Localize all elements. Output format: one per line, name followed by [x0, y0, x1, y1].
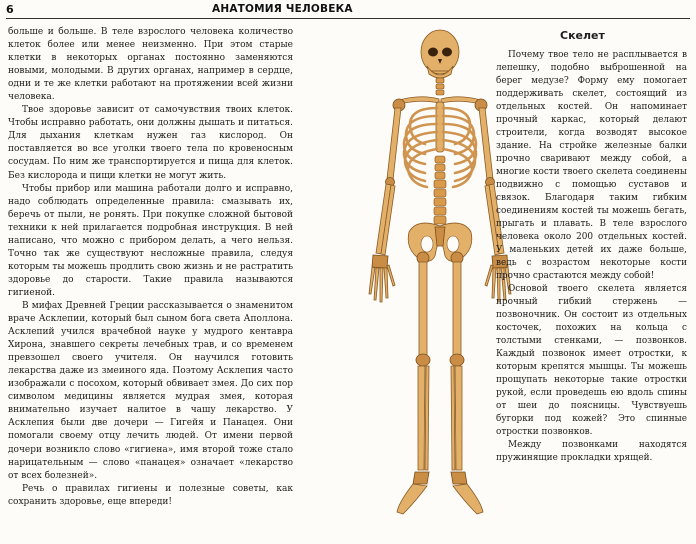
spine: [434, 156, 446, 224]
page-number: 6: [6, 3, 14, 16]
left-paragraph-2: Твое здоровье зависит от самочувствия твоих клеток. Чтобы исправно работать, они должны дышать и питаться. Для дыхания клеткам нужен газ кислород. Он поставляется во все уголки твоего тела по кровеносным сосудам. По ним же транспортируется и пища для клеток. Без кислорода и пищи клетки не могут жить.: [8, 105, 293, 181]
right-leg: [450, 252, 483, 514]
running-title: АНАТОМИЯ ЧЕЛОВЕКА: [212, 3, 353, 15]
right-paragraph-3: Между позвонками находятся пружинящие прокладки хрящей.: [496, 440, 687, 463]
left-paragraph-5: Речь о правилах гигиены и полезные советы, как сохранить здоровье, еще впереди!: [8, 483, 293, 507]
right-paragraph-2: Основой твоего скелета является прочный гибкий стержень — позвоночник. Он состоит из отдельных косточек, похожих на кольца с толстыми стенками, — позвонков. Каждый позвонок имеет отростки, к которым крепятся мышцы. Ты можешь прощупать некоторые такие отростки рукой, если проведешь ею вдоль спины от шеи до поясницы. Чувствуешь бугорки под кожей? Это спинные отростки позвонков.: [496, 284, 687, 437]
left-arm: [369, 108, 401, 302]
left-paragraph-1: больше и больше. В теле взрослого человека количество клеток более или менее неизменно. При этом старые клетки в некоторых органах постоянно заменяются новыми, молодыми. В других органах, например в сердце, одни и те же клетки работают на протяжении всей жизни человека.: [8, 27, 293, 103]
section-heading: Скелет: [560, 29, 605, 42]
right-paragraph-1: Почему твое тело не расплывается в лепешку, подобно выброшенной на берег медузе? Форму ему помогает поддерживать скелет, состоящий из отдельных костей. Он напоминает прочный каркас, который делают строители, когда возводят высокое здание. На стройке железные балки прочно сваривают между собой, а многие кости твоего скелета соединены подвижно с помощью суставов и связок. Благодаря таким гибким соединениям костей ты можешь бегать, прыгать и плавать. В теле взрослого человека около 200 отдельных костей. У маленьких детей их даже больше, ведь с возрастом некоторые кости прочно срастаются между собой!: [496, 50, 687, 281]
right-text-column: [496, 49, 687, 465]
left-text-column: [8, 26, 293, 509]
skull: [421, 30, 459, 78]
page-header: [0, 0, 696, 22]
neck-vertebrae: [436, 78, 444, 95]
left-paragraph-3: Чтобы прибор или машина работали долго и исправно, надо соблюдать определенные правила: смазывать их, беречь от пыли, не ронять. При покупке сложной бытовой техники к ней прилагается подробная инструкция. В ней написано, что можно с прибором делать, а чего нельзя. Точно так же существуют несложные правила, следуя которым ты можешь продлить свою жизнь и не растратить здоровье до старости. Такие правила называются гигиеной.: [8, 183, 293, 298]
left-leg: [397, 252, 430, 514]
left-paragraph-4: В мифах Древней Греции рассказывается о знаменитом враче Асклепии, который был сыном бога света Аполлона. Асклепий учился врачебной науке у мудрого кентавра Хирона, знавшего секреты лечебных трав, и со временем превзошел своего учителя. Он научился готовить лекарства даже из змеиного яда. Поэтому Асклепия часто изображали с посохом, который обвивает змея. До сих пор символом медицины является мудрая змея, которая внимательно изучает налитое в чашу лекарство. У Асклепия были две дочери — Гигейя и Панацея. Они помогали своему отцу лечить людей. От имени первой дочери возникло слово «гигиена», имя второй тоже стало нарицательным — слово «панацея» означает «лекарство от всех болезней».: [8, 300, 293, 481]
header-rule: [6, 18, 690, 19]
